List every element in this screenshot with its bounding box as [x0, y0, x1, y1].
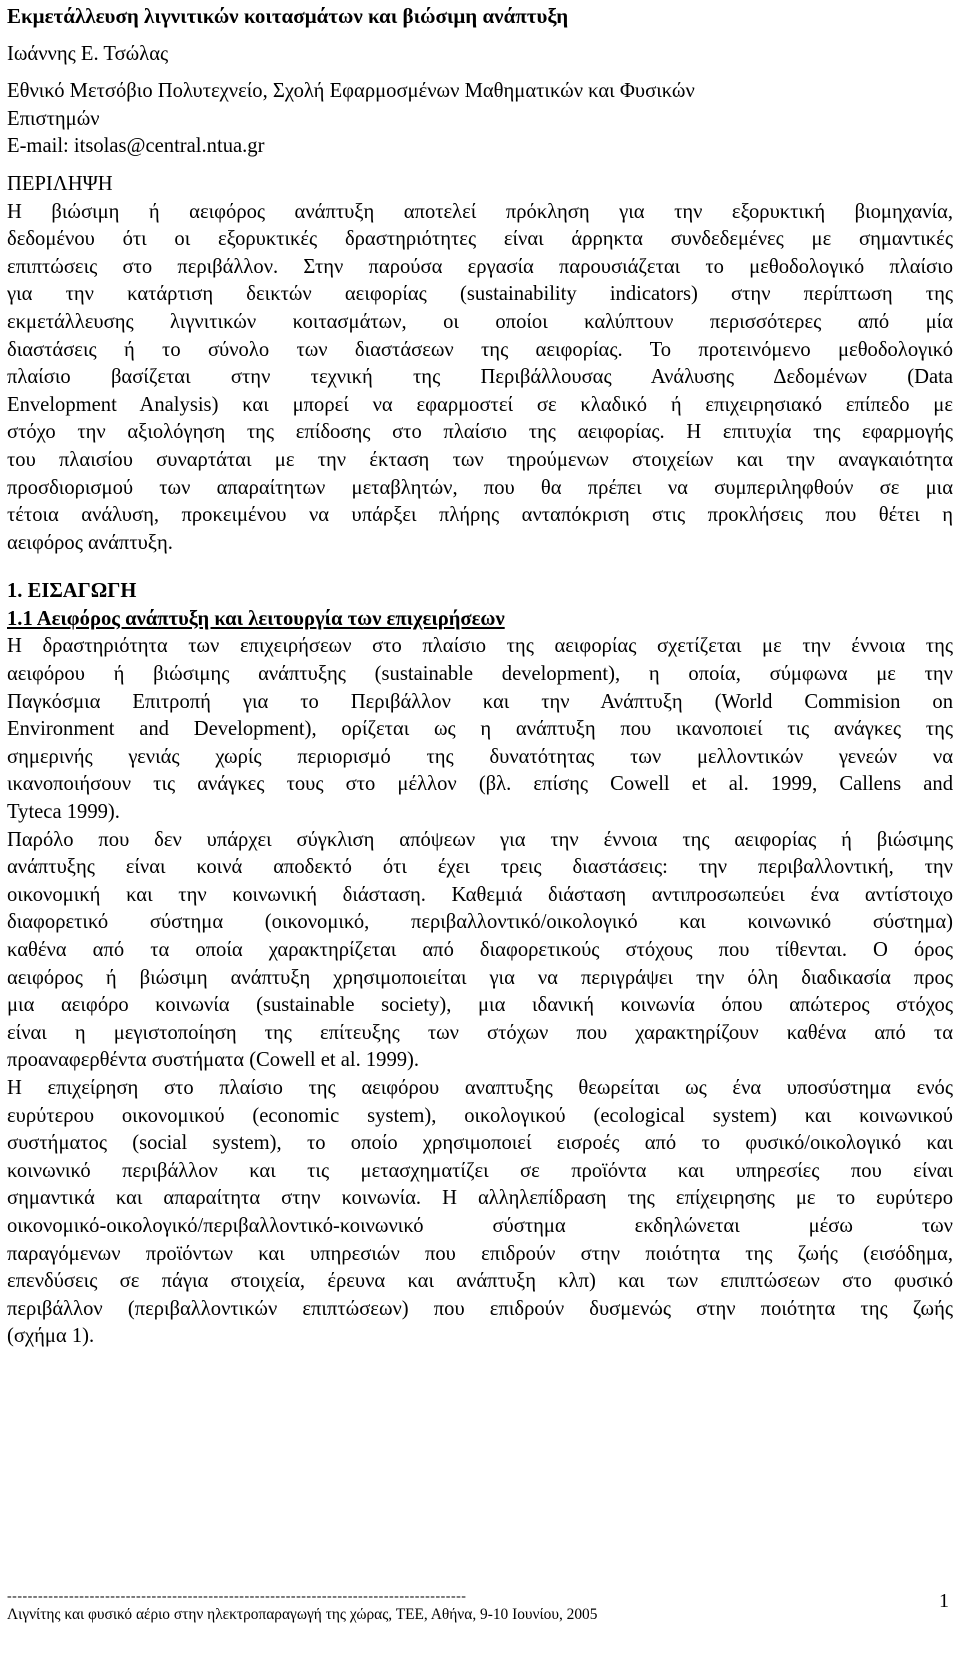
affiliation-line: Επιστημών	[7, 107, 100, 130]
paragraph-line: μια αειφόρο κοινωνία (sustainable society), μια ιδανική κοινωνία όπου απώτερος στόχος	[7, 994, 953, 1017]
page-number: 1	[939, 1590, 949, 1612]
paragraph-line: (σχήμα 1).	[7, 1325, 95, 1348]
author-name: Ιωάννης Ε. Τσώλας	[7, 42, 169, 65]
paragraph-line: είναι η μεγιστοποίηση της επίτευξης των στόχων που χαρακτηρίζουν καθένα από τα	[7, 1021, 953, 1044]
abstract-line: για την κατάρτιση δεικτών αειφορίας (sustainability indicators) στην περίπτωση της	[7, 283, 953, 306]
abstract-body	[7, 199, 953, 558]
paragraph-line: συστήματος (social system), το οποίο χρησιμοποιεί εισροές από το φυσικό/οικολογικό και	[7, 1132, 953, 1155]
abstract-line: στόχο την αξιολόγηση της επίδοσης στο πλαίσιο της αειφορίας. Η επιτυχία της εφαρμογής	[7, 421, 953, 444]
paragraph	[7, 1075, 953, 1351]
paragraph-line: Η επιχείρηση στο πλαίσιο της αειφόρου αναπτυξης θεωρείται ως ένα υποσύστημα ενός	[7, 1076, 953, 1099]
affiliation-line: Εθνικό Μετσόβιο Πολυτεχνείο, Σχολή Εφαρμοσμένων Μαθηματικών και Φυσικών	[7, 80, 695, 103]
paragraph-line: ευρύτερου οικονομικού (economic system), οικολογικού (ecological system) και κοινωνικού	[7, 1104, 953, 1127]
paragraph-line: επενδύσεις σε πάγια στοιχεία, έρευνα και ανάπτυξη κλπ) και των επιπτώσεων στο φυσικό	[7, 1270, 953, 1293]
abstract-line: Η βιώσιμη ή αειφόρος ανάπτυξη αποτελεί πρόκληση για την εξορυκτική βιομηχανία,	[7, 200, 953, 223]
paragraph-line: οικονομική και την κοινωνική διάσταση. Καθεμιά διάσταση αντιπροσωπεύει ένα αντίστοιχο	[7, 883, 953, 906]
footer-rule: -----------------------------------------------------------------------------------------	[7, 1589, 467, 1604]
paragraph-line: οικονομικό-οικολογικό/περιβαλλοντικό-κοινωνικό σύστημα εκδηλώνεται μέσω των	[7, 1214, 953, 1237]
abstract-line: εκμετάλλευσης λιγνιτικών κοιτασμάτων, οι οποίοι καλύπτουν περισσότερες από μία	[7, 310, 953, 333]
paragraph-line: αειφόρου ή βιώσιμης ανάπτυξης (sustainable development), η οποία, σύμφωνα με την	[7, 663, 953, 686]
author-email: E-mail: itsolas@central.ntua.gr	[7, 135, 265, 158]
paragraph	[7, 633, 953, 826]
paragraph-line: σημαντικά και απαραίτητα στην κοινωνία. Η αλληλεπίδραση της επίχειρησης με το ευρύτερο	[7, 1187, 953, 1210]
abstract-line: προσδιορισμού των απαραίτητων μεταβλητών, που θα πρέπει να συμπεριληφθούν σε μια	[7, 476, 953, 499]
paragraph-line: αειφόρος ή βιώσιμη ανάπτυξη χρησιμοποιείται για να περιγράψει την όλη διαδικασία προς	[7, 966, 953, 989]
abstract-line: διαστάσεις ή το σύνολο των διαστάσεων της αειφορίας. Το προτεινόμενο μεθοδολογικό	[7, 338, 953, 361]
paragraph-line: ικανοποιήσουν τις ανάγκες τους στο μέλλον (βλ. επίσης Cowell et al. 1999, Callens and	[7, 773, 953, 796]
paragraph-line: Η δραστηριότητα των επιχειρήσεων στο πλαίσιο της αειφορίας σχετίζεται με την έννοια της	[7, 635, 953, 658]
paper-title: Εκμετάλλευση λιγνιτικών κοιτασμάτων και βιώσιμη ανάπτυξη	[7, 4, 569, 28]
abstract-line: επιπτώσεις στο περιβάλλον. Στην παρούσα εργασία παρουσιάζεται το μεθοδολογικό πλαίσιο	[7, 255, 953, 278]
subsection-heading: 1.1 Αειφόρος ανάπτυξη και λειτουργία των επιχειρήσεων	[7, 607, 505, 630]
paragraph-line: διαφορετικό σύστημα (οικονομικό, περιβαλλοντικό/οικολογικό και κοινωνικό σύστημα)	[7, 911, 953, 934]
footer-citation: Λιγνίτης και φυσικό αέριο στην ηλεκτροπαραγωγή της χώρας, ΤΕΕ, Αθήνα, 9-10 Ιουνίου, 2005	[7, 1606, 598, 1623]
paragraph-line: προαναφερθέντα συστήματα (Cowell et al. 1999).	[7, 1049, 420, 1072]
paragraph-line: Παγκόσμια Επιτροπή για το Περιβάλλον και την Ανάπτυξη (World Commision on	[7, 690, 953, 713]
paper-page	[7, 3, 953, 1351]
page-footer	[7, 1589, 953, 1625]
paragraph-line: παραγόμενων προϊόντων και υπηρεσιών που επιδρούν στην ποιότητα της ζωής (εισόδημα,	[7, 1242, 953, 1265]
paragraph-line: ανάπτυξης είναι κοινά αποδεκτό ότι έχει τρεις διαστάσεις: την περιβαλλοντική, την	[7, 856, 953, 879]
section-heading: 1. ΕΙΣΑΓΩΓΗ	[7, 580, 137, 603]
abstract-line: Envelopment Analysis) και μπορεί να εφαρμοστεί σε κλαδικό ή επιχειρησιακό επίπεδο με	[7, 393, 953, 416]
paragraph-line: σημερινής γενιάς χωρίς περιορισμό της δυνατότητας των μελλοντικών γενεών να	[7, 745, 953, 768]
abstract-line: τέτοια ανάλυση, προκειμένου να υπάρξει πλήρης ανταπόκριση στις προκλήσεις που θέτει η	[7, 504, 953, 527]
paragraph-line: κοινωνικό περιβάλλον και τις μετασχηματίζει σε προϊόντα και υπηρεσίες που είναι	[7, 1159, 953, 1182]
abstract-heading: ΠΕΡΙΛΗΨΗ	[7, 172, 113, 195]
paragraph-line: Παρόλο που δεν υπάρχει σύγκλιση απόψεων για την έννοια της αειφορίας ή βιώσιμης	[7, 828, 953, 851]
paragraph-line: Tyteca 1999).	[7, 801, 120, 824]
paragraph-line: καθένα από τα οποία χαρακτηρίζεται από διαφορετικούς στόχους που τίθενται. Ο όρος	[7, 939, 953, 961]
abstract-line: δεδομένου ότι οι εξορυκτικές δραστηριότητες είναι άρρηκτα συνδεδεμένες με σημαντικές	[7, 228, 953, 251]
paragraph	[7, 827, 953, 1075]
abstract-line: πλαίσιο βασίζεται στην τεχνική της Περιβάλλουσας Ανάλυσης Δεδομένων (Data	[7, 366, 953, 389]
abstract-line: αειφόρος ανάπτυξη.	[7, 531, 173, 554]
paragraph-line: περιβάλλον (περιβαλλοντικών επιπτώσεων) που επιδρούν δυσμενώς στην ποιότητα της ζωής	[7, 1297, 953, 1320]
abstract-line: του πλαισίου συναρτάται με την έκταση των τηρούμενων στοιχείων και την αναγκαιότητα	[7, 448, 953, 471]
paragraph-line: Environment and Development), ορίζεται ως η ανάπτυξη που ικανοποιεί τις ανάγκες της	[7, 718, 953, 741]
